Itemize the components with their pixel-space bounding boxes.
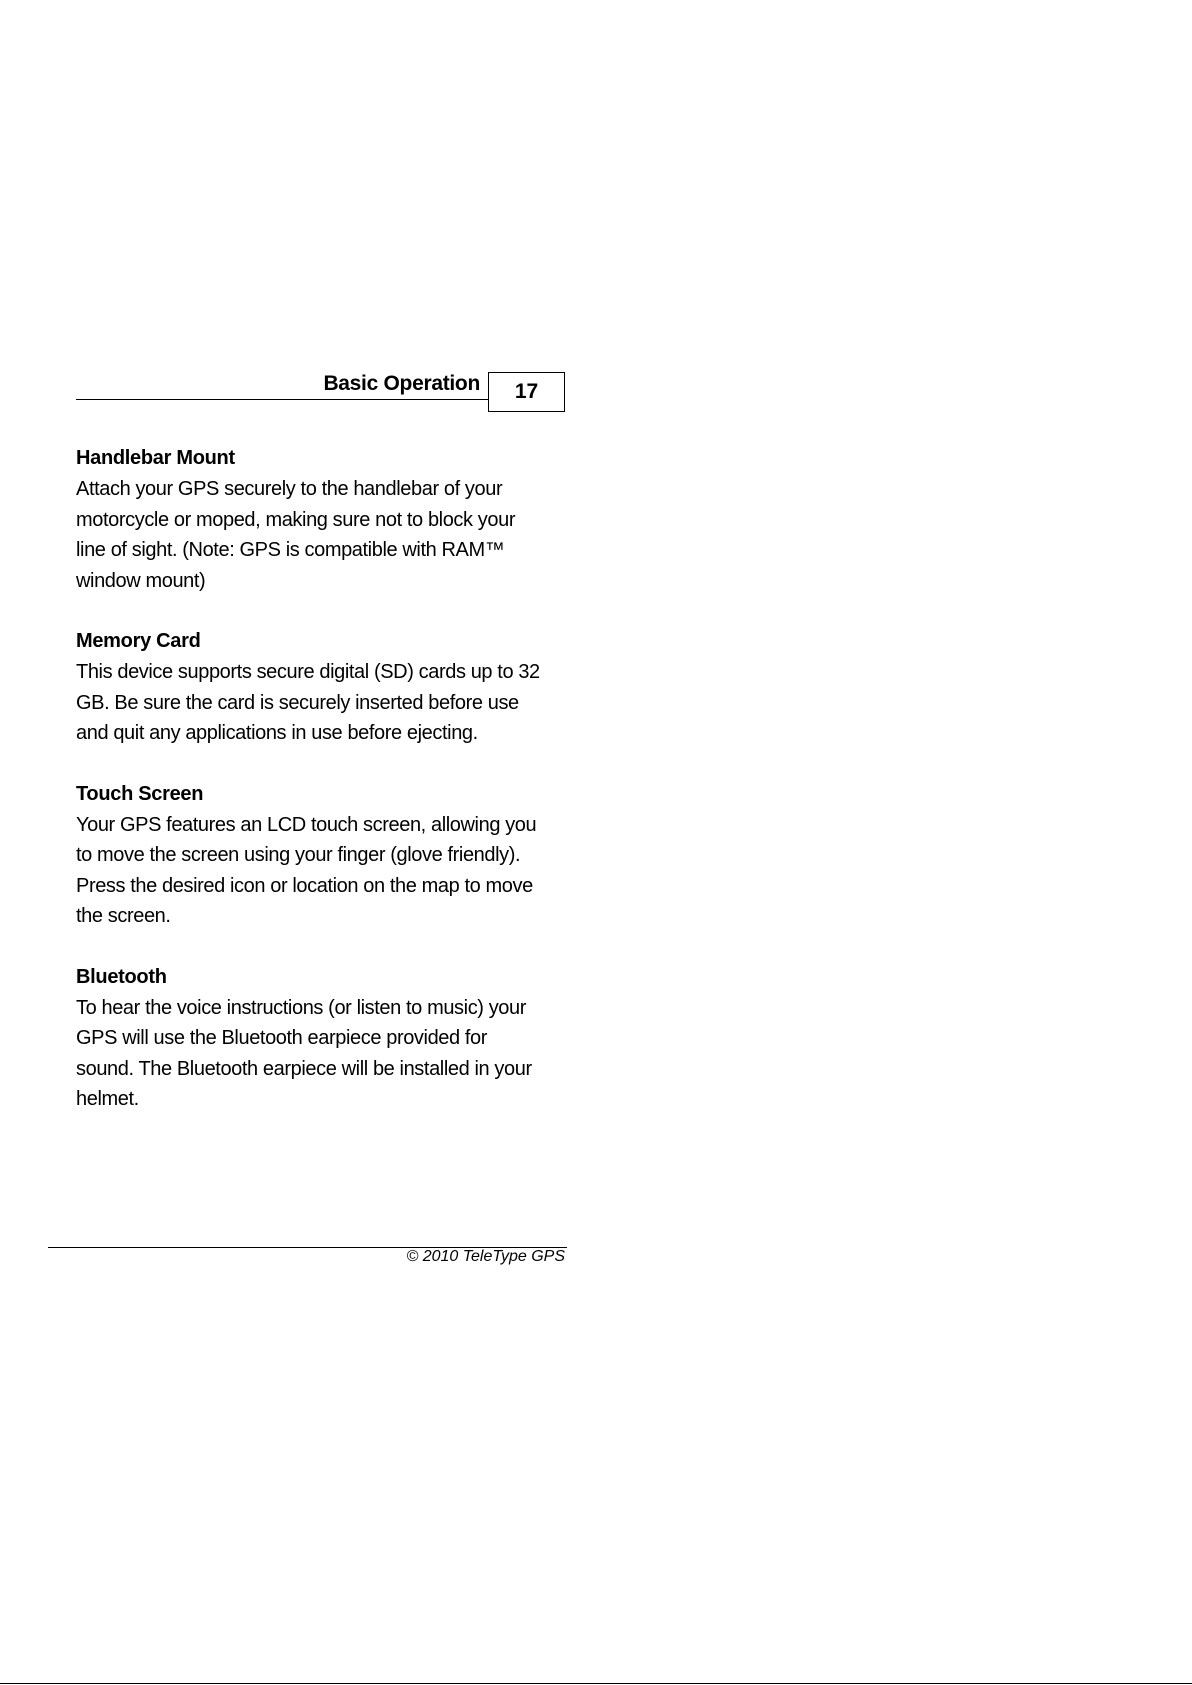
page-section-title: Basic Operation — [323, 372, 480, 395]
section-body: This device supports secure digital (SD) cards up to 32 GB. Be sure the card is securely inserted before use and quit any applications in use before ejecting. — [76, 661, 540, 744]
section-heading: Handlebar Mount — [76, 447, 235, 469]
section-heading: Bluetooth — [76, 965, 167, 988]
page-content — [76, 443, 546, 1145]
section-touch-screen — [76, 779, 546, 932]
section-heading: Touch Screen — [76, 782, 204, 805]
page-bottom-edge — [0, 1683, 1192, 1684]
section-heading: Memory Card — [76, 630, 201, 652]
footer-copyright: © 2010 TeleType GPS — [406, 1248, 565, 1265]
section-memory-card — [76, 626, 546, 749]
section-body: Attach your GPS securely to the handlebar of your motorcycle or moped, making sure not to block your line of sight. (Note: GPS is compatible with RAM™ window mount) — [76, 478, 516, 592]
section-bluetooth — [76, 962, 546, 1115]
header-rule — [76, 399, 488, 400]
section-body: Your GPS features an LCD touch screen, allowing you to move the screen using your finger (glove friendly). Press the desired icon or location on the map to move the screen. — [76, 813, 537, 927]
page-number: 17 — [488, 372, 565, 412]
section-handlebar-mount — [76, 443, 546, 596]
section-body: To hear the voice instructions (or listen to music) your GPS will use the Bluetooth earpiece provided for sound. The Bluetooth earpiece will be installed in your helmet. — [76, 996, 532, 1110]
